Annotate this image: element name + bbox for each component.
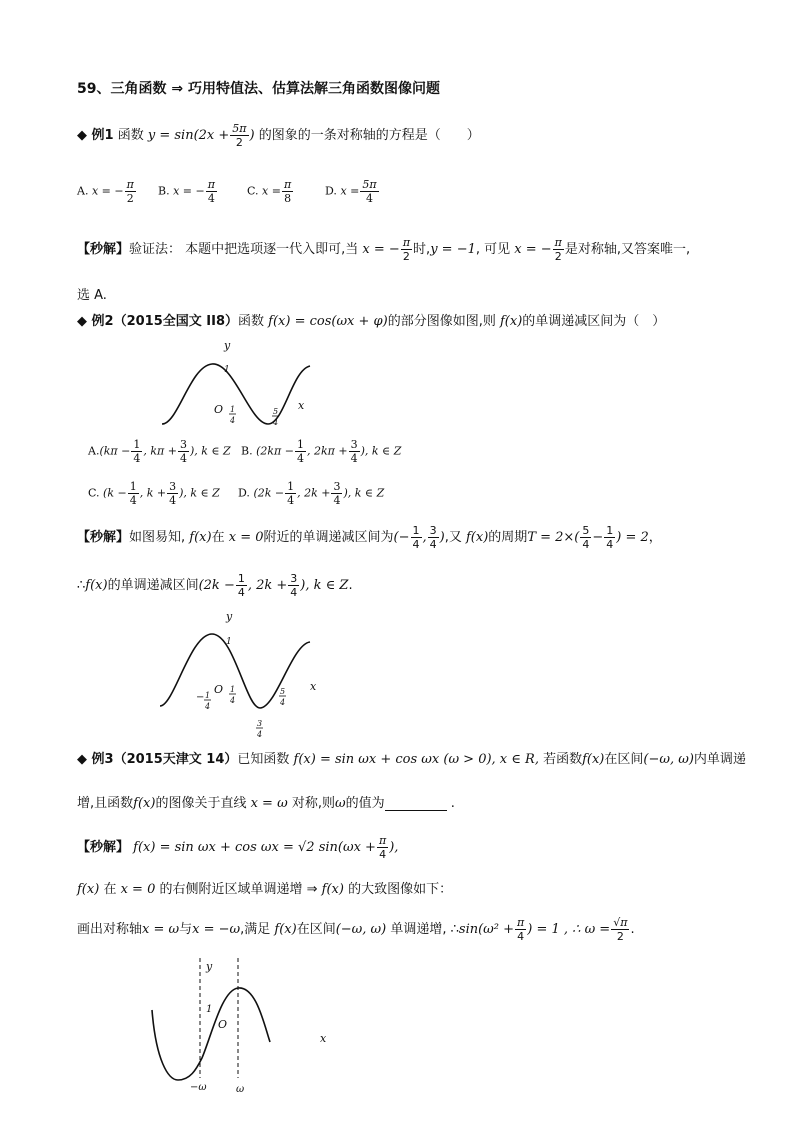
example-3-question-line-2: 增,且函数f(x)的图像关于直线 x = ω 对称,则ω的值为 . [77, 796, 455, 811]
example-1-solution: 【秒解】验证法： 本题中把选项逐一代入即可,当 x = − $\frac{\pi}{2}$ 时,y = −1, 可见 x = − $\frac{\pi}{2}$ 是对称轴,又答案唯一, [77, 236, 691, 263]
svg-text:4: 4 [205, 702, 211, 711]
minus-omega-label: −ω [190, 1082, 207, 1093]
example-1-option-c: C. x = $\frac{\pi}{8}$ [247, 178, 292, 205]
y-axis-label: y [224, 339, 231, 352]
example-3-solution-line-2: f(x) 在 x = 0 的右侧附近区域单调递增 ⇒ f(x) 的大致图像如下： [77, 882, 453, 897]
x-axis-label: x [298, 399, 305, 412]
svg-text:5: 5 [273, 407, 279, 416]
graph-cosine-2 [150, 606, 350, 746]
example-2-option-d: D. (2k − $\frac{1}{4}$ , 2k + $\frac{3}{4}$ ), k ∈ Z [238, 480, 385, 507]
example-1-head: ◆ 例1 [77, 128, 114, 143]
example-2-solution: 【秒解】如图易知, f(x)在 x = 0附近的单调递减区间为(− $\frac{1}{4}$ , $\frac{3}{4}$ ),又 f(x)的周期T = 2×( $\frac{5}{4}$ − $\frac{1}{4}$ ) = 2， [77, 524, 662, 551]
y-axis-label: y [226, 610, 233, 623]
graph-sine-3 [140, 950, 340, 1100]
example-1-answer: 选 A. [77, 288, 107, 303]
example-1-option-d: D. x = $\frac{5\pi}{4}$ [325, 178, 377, 205]
x-axis-label: x [310, 680, 317, 693]
svg-text:1: 1 [230, 685, 236, 694]
origin-label: O [218, 1018, 228, 1031]
graph-cosine-1 [150, 336, 330, 436]
max-label: 1 [226, 637, 232, 647]
max-label: 1 [224, 365, 230, 375]
omega-label: ω [236, 1084, 245, 1095]
origin-label: O [214, 683, 224, 696]
svg-text:4: 4 [280, 698, 286, 707]
example-2-option-c: C. (k − $\frac{1}{4}$ , k + $\frac{3}{4}$ ), k ∈ Z [88, 480, 220, 507]
example-1-option-b: B. x = − $\frac{\pi}{4}$ [158, 178, 215, 205]
example-3-question: ◆ 例3（2015天津文 14）已知函数 f(x) = sin ωx + cos ωx (ω > 0), x ∈ R, 若函数f(x)在区间(−ω, ω)内单调递 [77, 752, 746, 767]
example-2-question: ◆ 例2（2015全国文 II8）函数 f(x) = cos(ωx + φ)的部分图像如图,则 f(x)的单调递减区间为（ ） [77, 314, 666, 329]
example-2-solution-line-2: ∴f(x)的单调递减区间(2k − $\frac{1}{4}$ , 2k + $\frac{3}{4}$ ), k ∈ Z. [77, 572, 353, 599]
cosine-curve [162, 364, 310, 424]
answer-blank [385, 798, 447, 811]
page-title: 59、三角函数 ⇒ 巧用特值法、估算法解三角函数图像问题 [77, 81, 440, 97]
sine-curve [152, 988, 270, 1080]
svg-text:−: − [196, 692, 205, 703]
fraction: $\frac{5\pi}{2}$ [232, 122, 247, 149]
svg-text:1: 1 [205, 691, 211, 700]
example-2-option-b: B. (2kπ − $\frac{1}{4}$ , 2kπ + $\frac{3}{4}$ ), k ∈ Z [241, 438, 402, 465]
svg-text:4: 4 [230, 696, 236, 705]
svg-text:3: 3 [257, 719, 263, 728]
example-3-solution-line-3: 画出对称轴x = ω与x = −ω,满足 f(x)在区间(−ω, ω) 单调递增, ∴sin(ω² + $\frac{\pi}{4}$ ) = 1 , ∴ ω = $\frac{√\pi}{2}$ . [77, 916, 635, 943]
svg-text:4: 4 [230, 416, 236, 425]
svg-text:4: 4 [257, 730, 263, 739]
example-1-question: ◆ 例1 函数 y = sin(2x + $\frac{5\pi}{2}$ ) 的图象的一条对称轴的方程是（ ） [77, 122, 480, 149]
example-1-option-a: A. x = − $\frac{\pi}{2}$ [77, 178, 134, 205]
svg-text:4: 4 [273, 418, 279, 427]
y-axis-label: y [206, 960, 213, 973]
svg-text:5: 5 [280, 687, 286, 696]
example-2-option-a: A.(kπ − $\frac{1}{4}$ , kπ + $\frac{3}{4}$ ), k ∈ Z [88, 438, 231, 465]
example-3-solution: 【秒解】 f(x) = sin ωx + cos ωx = √2 sin(ωx + $\frac{\pi}{4}$ ), [77, 834, 399, 861]
origin-label: O [214, 403, 224, 416]
one-label: 1 [206, 1004, 213, 1015]
svg-text:1: 1 [230, 405, 236, 414]
x-axis-label: x [320, 1032, 327, 1045]
